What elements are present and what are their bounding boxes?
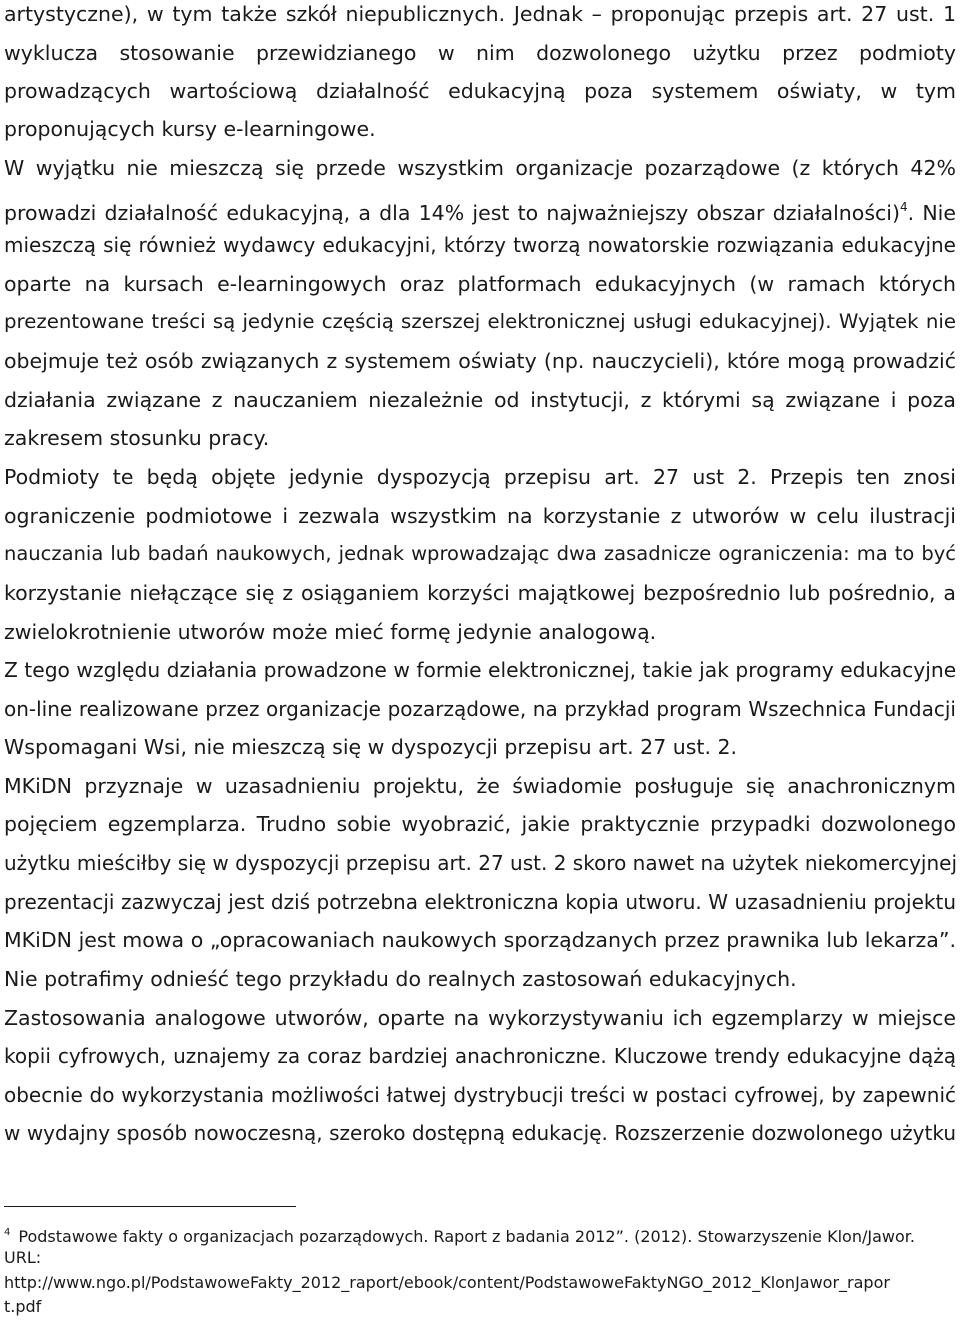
body-line: Nie potrafimy odnieść tego przykładu do realnych zastosowań edukacyjnych. xyxy=(4,967,797,991)
body-line: wyklucza stosowanie przewidzianego w nim dozwolonego użytku przez podmioty xyxy=(4,41,956,65)
body-line: W wyjątku nie mieszczą się przede wszystkim organizacje pozarządowe (z których 42% xyxy=(4,156,956,180)
body-line: zwielokrotnienie utworów może mieć formę jedynie analogową. xyxy=(4,620,657,644)
body-line: zakresem stosunku pracy. xyxy=(4,426,270,450)
footnote-url-end[interactable]: t.pdf xyxy=(4,1297,42,1316)
body-line: korzystanie niełączące się z osiąganiem korzyści majątkowej bezpośrednio lub pośrednio, a xyxy=(4,581,956,605)
footnote-url[interactable]: http://www.ngo.pl/PodstawoweFakty_2012_raport/ebook/content/PodstawoweFaktyNGO_2012_KlonJawor_rapor xyxy=(4,1273,890,1292)
body-line: Z tego względu działania prowadzone w formie elektronicznej, takie jak programy edukacyjne xyxy=(4,658,957,682)
body-line-text: prowadzi działalność edukacyjną, a dla 14% jest to najważniejszy obszar działalności) xyxy=(4,201,900,225)
body-line: kopii cyfrowych, uznajemy za coraz bardziej anachroniczne. Kluczowe trendy edukacyjne dążą xyxy=(4,1044,956,1068)
body-line: nauczania lub badań naukowych, jednak wprowadzając dwa zasadnicze ograniczenia: ma to być xyxy=(4,542,956,565)
body-line-with-footnote-ref xyxy=(4,195,956,225)
footnote-line: URL: xyxy=(4,1248,42,1267)
body-line: MKiDN jest mowa o „opracowaniach naukowych sporządzanych przez prawnika lub lekarza”. xyxy=(4,928,956,952)
body-line-tail: . Nie xyxy=(907,201,956,225)
body-line: mieszczą się również wydawcy edukacyjni, którzy tworzą nowatorskie rozwiązania edukacyjne xyxy=(4,233,956,257)
body-line: Wspomagani Wsi, nie mieszczą się w dyspozycji przepisu art. 27 ust. 2. xyxy=(4,735,738,759)
body-line: obejmuje też osób związanych z systemem oświaty (np. nauczycieli), które mogą prowadzić xyxy=(4,349,956,373)
body-line: Podmioty te będą objęte jedynie dyspozycją przepisu art. 27 ust 2. Przepis ten znosi xyxy=(4,465,956,489)
body-line: pojęciem egzemplarza. Trudno sobie wyobrazić, jakie praktycznie przypadki dozwolonego xyxy=(4,812,956,836)
body-line: obecnie do wykorzystania możliwości łatwej dystrybucji treści w postaci cyfrowej, by zapewnić xyxy=(4,1083,956,1107)
body-line: działania związane z nauczaniem niezależnie od instytucji, z którymi są związane i poza xyxy=(4,388,956,412)
body-line: prezentowane treści są jedynie częścią szerszej elektronicznej usługi edukacyjnej). Wyjątek nie xyxy=(4,310,956,333)
body-line: proponujących kursy e-learningowe. xyxy=(4,117,376,141)
body-line: w wydajny sposób nowoczesną, szeroko dostępną edukację. Rozszerzenie dozwolonego użytku xyxy=(4,1121,956,1145)
body-line: on-line realizowane przez organizacje pozarządowe, na przykład program Wszechnica Fundacji xyxy=(4,697,956,721)
footnote-ref[interactable]: 4 xyxy=(899,200,908,214)
body-line: prezentacji zazwyczaj jest dziś potrzebna elektroniczna kopia utworu. W uzasadnieniu projektu xyxy=(4,890,956,914)
body-line: prowadzących wartościową działalność edukacyjną poza systemem oświaty, w tym xyxy=(4,79,956,103)
body-line: ograniczenie podmiotowe i zezwala wszystkim na korzystanie z utworów w celu ilustracji xyxy=(4,504,956,528)
body-line: artystyczne), w tym także szkół niepublicznych. Jednak – proponując przepis art. 27 ust. 1 xyxy=(4,2,956,26)
footnote xyxy=(4,1222,956,1244)
body-line: Zastosowania analogowe utworów, oparte na wykorzystywaniu ich egzemplarzy w miejsce xyxy=(4,1006,956,1030)
footnote-separator xyxy=(4,1206,296,1207)
body-line: oparte na kursach e-learningowych oraz platformach edukacyjnych (w ramach których xyxy=(4,272,956,296)
body-line: MKiDN przyznaje w uzasadnieniu projektu, że świadomie posługuje się anachronicznym xyxy=(4,774,956,798)
body-line: użytku mieściłby się w dyspozycji przepisu art. 27 ust. 2 skoro nawet na użytek niekomercyjnej xyxy=(4,851,957,875)
footnote-text: Podstawowe fakty o organizacjach pozarządowych. Raport z badania 2012”. (2012). Stowarzyszenie Klon/Jawor. xyxy=(18,1227,915,1246)
footnote-number: 4 xyxy=(4,1227,11,1238)
